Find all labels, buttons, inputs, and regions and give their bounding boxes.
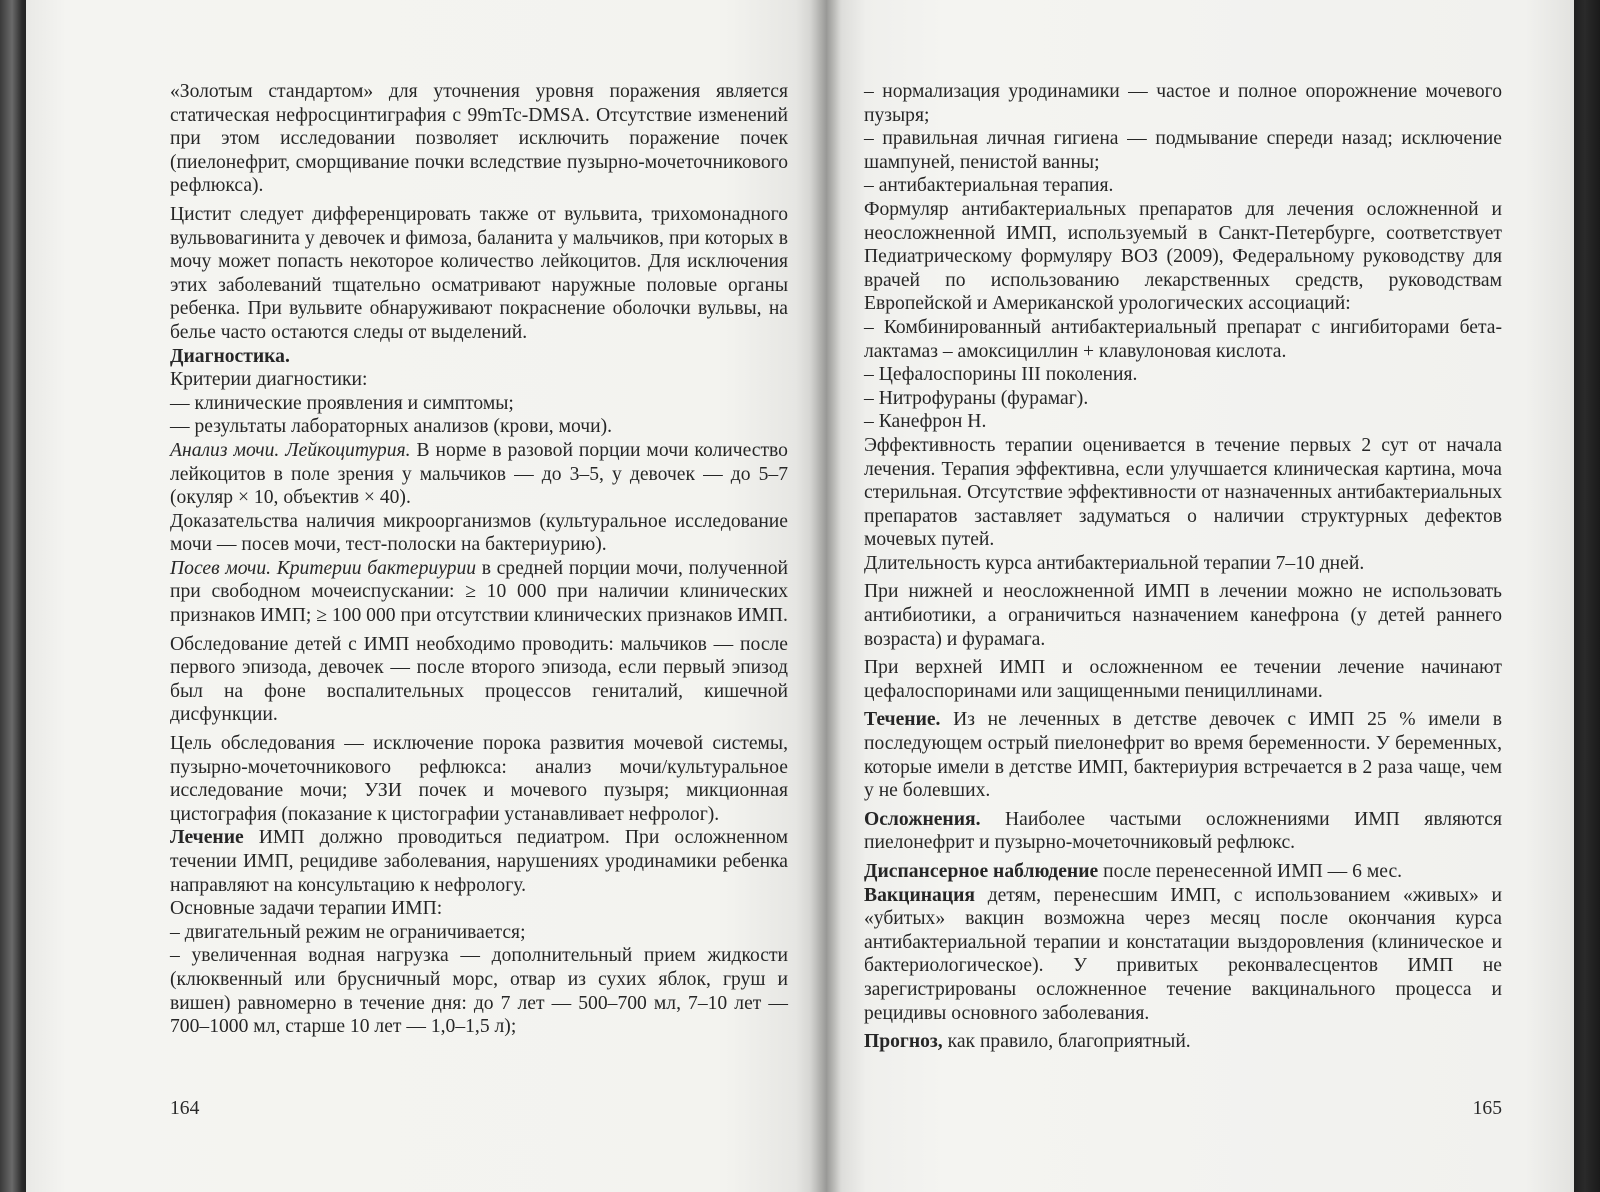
paragraph xyxy=(864,884,1502,1026)
list-item xyxy=(170,415,788,439)
paragraph xyxy=(170,826,788,897)
list-item xyxy=(864,127,1502,174)
paragraph xyxy=(170,203,788,345)
list-item xyxy=(864,174,1502,198)
text-run: «Золотым стандартом» для уточнения уровня поражения является статическая нефросцинтиграфия с 99mTc-DMSA. Отсутствие изменений при этом исследовании позволяет исключить поражение почек (пиелонефрит, сморщивание почки вследствие пузырно-мочеточникового рефлюкса). xyxy=(170,81,788,197)
list-item xyxy=(170,921,788,945)
paragraph xyxy=(864,198,1502,316)
section-heading xyxy=(170,345,788,369)
paragraph xyxy=(170,368,788,392)
paragraph xyxy=(170,80,788,198)
bold-run: Течение. xyxy=(864,709,941,731)
paragraph xyxy=(170,510,788,557)
paragraph xyxy=(864,552,1502,576)
right-page xyxy=(826,0,1574,1192)
text-run: – Канефрон Н. xyxy=(864,411,987,433)
text-run: – антибактериальная терапия. xyxy=(864,175,1114,197)
paragraph xyxy=(170,557,788,628)
paragraph xyxy=(864,1030,1502,1054)
bold-run: Лечение xyxy=(170,827,244,849)
paragraph xyxy=(864,860,1502,884)
text-run: Доказательства наличия микроорганизмов (культуральное исследование мочи — посев мочи, тест-полоски на бактериурию). xyxy=(170,510,788,556)
text-run: – Нитрофураны (фурамаг). xyxy=(864,387,1089,409)
text-run: в средней порции мочи, полученной при свободном мочеиспускании: ≥ 10 000 при наличии клинических признаков ИМП; ≥ 100 000 при отсутствии клинических признаков ИМП. xyxy=(170,557,788,627)
text-run: При верхней ИМП и осложненном ее течении лечение начинают цефалоспоринами или защищенными пенициллинами. xyxy=(864,657,1502,702)
text-run: Критерии диагностики: xyxy=(170,369,368,391)
italic-run: Анализ мочи. Лейкоцитурия. xyxy=(170,439,411,461)
text-run: – правильная личная гигиена — подмывание спереди назад; исключение шампуней, пенистой ванны; xyxy=(864,128,1502,173)
text-run: Эффективность терапии оценивается в течение первых 2 сут от начала лечения. Терапия эффективна, если улучшается клиническая картина, моча стерильная. Отсутствие эффективности от назначенных антибактериальных препаратов заставляет задуматься о наличии структурных дефектов мочевых путей. xyxy=(864,434,1502,551)
text-run: Формуляр антибактериальных препаратов для лечения осложненной и неосложненной ИМП, используемый в Санкт-Петербурге, соответствует Педиатрическому формуляру ВОЗ (2009), Федеральному руководству для врачей по использованию лекарственных средств, руководствам Европейской и Американской урологических ассоциаций: xyxy=(864,198,1502,315)
text-run: как правило, благоприятный. xyxy=(942,1031,1191,1053)
text-run: В норме в разовой порции мочи количество лейкоцитов в поле зрения у мальчиков — до 3–5, у девочек — до 5–7 (окуляр × 10, объектив × 40). xyxy=(170,439,788,509)
text-run: — результаты лабораторных анализов (крови, мочи). xyxy=(170,416,613,438)
bold-run: Диагностика. xyxy=(170,345,290,367)
page-number: 164 xyxy=(170,1098,200,1119)
text-run: Обследование детей с ИМП необходимо проводить: мальчиков — после первого эпизода, девочек — после второго эпизода, если первый эпизод был на фоне воспалительных процессов гениталий, кишечной дисфункции. xyxy=(170,633,788,726)
paragraph xyxy=(864,656,1502,703)
text-run: Наиболее частыми осложнениями ИМП являются пиелонефрит и пузырно-мочеточниковый рефлюкс. xyxy=(864,808,1502,854)
paragraph xyxy=(864,808,1502,855)
paragraph xyxy=(170,897,788,921)
text-run: Цистит следует дифференцировать также от вульвита, трихомонадного вульвовагинита у девочек и фимоза, баланита у мальчиков, при которых в мочу может попасть некоторое количество лейкоцитов. Для исключения этих заболеваний тщательно осматривают наружные половые органы ребенка. При вульвите обнаруживают покраснение оболочки вульвы, на белье часто остаются следы от выделений. xyxy=(170,203,788,343)
bold-run: Прогноз, xyxy=(864,1031,943,1053)
text-run: Основные задачи терапии ИМП: xyxy=(170,898,443,920)
text-run: – Цефалоспорины III поколения. xyxy=(864,364,1138,386)
paragraph xyxy=(864,580,1502,651)
text-run: Длительность курса антибактериальной терапии 7–10 дней. xyxy=(864,552,1365,574)
bold-run: Вакцинация xyxy=(864,884,975,906)
text-run: – Комбинированный антибактериальный препарат с ингибиторами бета-лактамаз – амоксициллин + клавулоновая кислота. xyxy=(864,316,1502,362)
text-run: Цель обследования — исключение порока развития мочевой системы, пузырно-мочеточникового рефлюкса: анализ мочи/культуральное исследование мочи; УЗИ почек и мочевого пузыря; микционная цистография (показание к цистографии устанавливает нефролог). xyxy=(170,733,788,825)
text-run: детям, перенесшим ИМП, с использованием «живых» и «убитых» вакцин возможна через месяц после окончания курса антибактериальной терапии и констатации выздоровления (клиническое и бактериологическое). У привитых реконвалесцентов ИМП не зарегистрированы осложненное течение вакцинального процесса и рецидивы основного заболевания. xyxy=(864,884,1502,1024)
list-item xyxy=(864,363,1502,387)
list-item xyxy=(170,392,788,416)
list-item xyxy=(864,316,1502,363)
paragraph xyxy=(864,434,1502,552)
italic-run: Посев мочи. Критерии бактериурии xyxy=(170,557,477,579)
left-page-text xyxy=(170,80,788,1039)
text-run: При нижней и неосложненной ИМП в лечении можно не использовать антибиотики, а ограничиться назначением канефрона (у детей раннего возраста) и фурамага. xyxy=(864,581,1502,650)
paragraph xyxy=(170,439,788,510)
list-item xyxy=(864,80,1502,127)
text-run: Из не леченных в детстве девочек с ИМП 25 % имели в последующем острый пиелонефрит во время беременности. У беременных, которые имели в детстве ИМП, бактериурия встречается в 2 раза чаще, чем у не болевших. xyxy=(864,709,1502,802)
bold-run: Осложнения. xyxy=(864,808,981,830)
list-item xyxy=(864,410,1502,434)
list-item xyxy=(864,387,1502,411)
list-item xyxy=(170,944,788,1038)
text-run: после перенесенной ИМП — 6 мес. xyxy=(1098,861,1403,882)
text-run: — клинические проявления и симптомы; xyxy=(170,392,514,414)
bold-run: Диспансерное наблюдение xyxy=(864,861,1099,882)
paragraph xyxy=(170,633,788,727)
paragraph xyxy=(864,708,1502,802)
text-run: – нормализация уродинамики — частое и полное опорожнение мочевого пузыря; xyxy=(864,81,1502,126)
text-run: ИМП должно проводиться педиатром. При осложненном течении ИМП, рецидиве заболевания, нарушениях уродинамики ребенка направляют на консультацию к нефрологу. xyxy=(170,827,788,896)
right-page-text xyxy=(864,80,1502,1054)
text-run: – двигательный режим не ограничивается; xyxy=(170,921,526,943)
page-number: 165 xyxy=(1472,1098,1502,1119)
text-run: – увеличенная водная нагрузка — дополнительный прием жидкости (клюквенный или брусничный морс, отвар из сухих яблок, груш и вишен) равномерно в течение дня: до 7 лет — 500–700 мл, 7–10 лет — 700–1000 мл, старше 10 лет — 1,0–1,5 л); xyxy=(170,945,788,1038)
left-page xyxy=(26,0,826,1192)
paragraph xyxy=(170,732,788,826)
